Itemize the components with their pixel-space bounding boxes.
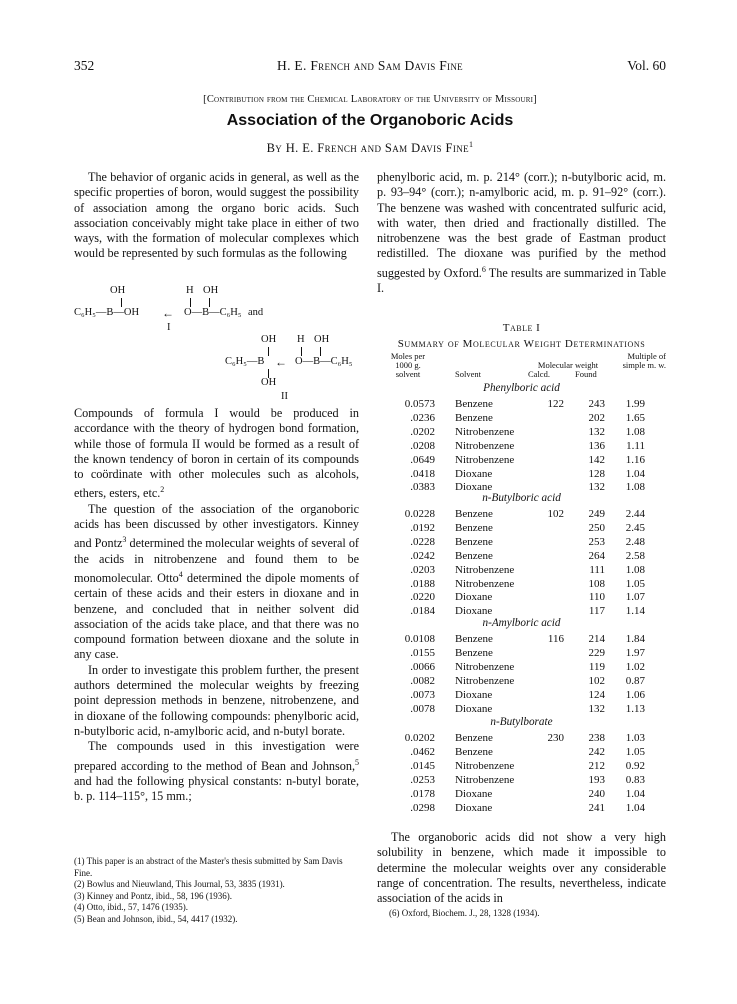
cell-moles: .0383 (410, 481, 435, 494)
cell-solvent: Benzene (455, 411, 493, 424)
cell-solvent: Dioxane (455, 467, 493, 480)
cell-found: 117 (588, 605, 605, 618)
cell-moles: .0462 (410, 745, 435, 758)
formula-ii-oh-bottom: OH (261, 377, 277, 388)
footnote-3: (3) Kinney and Pontz, ibid., 58, 196 (1936). (74, 890, 232, 901)
cell-moles: .0188 (410, 577, 435, 590)
cell-found: 212 (588, 759, 605, 772)
cell-calcd: 116 (547, 633, 564, 645)
right-footnote (389, 908, 666, 920)
table-row (377, 760, 666, 774)
cell-solvent: Nitrobenzene (455, 453, 515, 466)
cell-moles: .0155 (410, 646, 435, 659)
left-column-intro (74, 170, 359, 262)
cell-solvent: Dioxane (455, 702, 493, 715)
cell-found: 202 (588, 411, 605, 424)
cell-solvent: Nitrobenzene (455, 577, 515, 590)
cell-moles: .0253 (410, 773, 435, 786)
cell-found: 240 (588, 787, 605, 800)
footnote-5: (5) Bean and Johnson, ibid., 54, 4417 (1932). (74, 913, 238, 924)
paragraph-investigation: In order to investigate this problem further, the present authors determined the molecular weights by freezing point depression methods in benzene, nitrobenzene, and in dioxane of the following compounds: phenylboric acid, n-butylboric acid, n-amylboric acid, and n-butyl borate. (74, 662, 359, 738)
cell-moles: .0208 (410, 439, 435, 452)
table-row (377, 675, 666, 689)
footnote-ref-4: 4 (178, 569, 183, 579)
header-found: Found (575, 369, 597, 379)
cell-moles: .0066 (410, 660, 435, 673)
table-row (377, 633, 666, 647)
cell-moles: 0.0573 (404, 398, 435, 410)
cell-solvent: Nitrobenzene (455, 660, 515, 673)
table-row (377, 440, 666, 454)
cell-multiple: 1.04 (625, 787, 645, 800)
cell-multiple: 1.97 (625, 646, 645, 659)
cell-multiple: 1.07 (625, 591, 645, 604)
header-solvent: Solvent (455, 369, 481, 379)
cell-solvent: Dioxane (455, 787, 493, 800)
paragraph-intro: The behavior of organic acids in general, as well as the specific properties of boron, would suggest the possibility of association among the organo boric acids. Such association conceivably might take place in either of two ways, with the formation of molecular complexes which would be represented by such formulas as the following (74, 170, 359, 261)
table-group-heading: Phenylboric acid (483, 382, 560, 394)
table-row (377, 468, 666, 482)
cell-solvent: Dioxane (455, 481, 493, 494)
table-group-heading: n-Butylboric acid (482, 492, 561, 504)
cell-found: 242 (588, 745, 605, 758)
cell-found: 110 (588, 591, 605, 604)
cell-multiple: 2.44 (625, 508, 645, 520)
formula-i-bond-1 (121, 298, 122, 307)
formula-i-left: C₆H₅—B—OH (74, 307, 140, 318)
cell-found: 124 (588, 688, 605, 701)
cell-found: 238 (588, 732, 605, 744)
header-calcd: Calcd. (528, 369, 550, 379)
cell-multiple: 1.05 (625, 577, 645, 590)
paragraph-solubility: The organoboric acids did not show a very high solubility in benzene, which made it impossible to determine the molecular weights over any considerable range of concentration. The results, nevertheless, indicate association of the acids in (377, 830, 666, 906)
table-row (377, 774, 666, 788)
byline (74, 140, 666, 156)
cell-solvent: Benzene (455, 745, 493, 758)
cell-multiple: 1.65 (625, 411, 645, 424)
cell-found: 250 (588, 521, 605, 534)
cell-found: 142 (588, 453, 605, 466)
formula-ii-oh2-top: OH (314, 334, 330, 345)
table-group-heading: n-Amylboric acid (482, 617, 561, 629)
table-row (377, 732, 666, 746)
footnote-ref-2: 2 (160, 485, 165, 495)
cell-moles: 0.0202 (404, 732, 435, 744)
formula-i-bond-3 (209, 298, 210, 307)
cell-solvent: Nitrobenzene (455, 773, 515, 786)
cell-found: 241 (588, 801, 605, 814)
cell-solvent: Dioxane (455, 801, 493, 814)
cell-found: 253 (588, 535, 605, 548)
cell-moles: .0082 (410, 674, 435, 687)
cell-calcd: 230 (547, 732, 564, 744)
table-row (377, 426, 666, 440)
cell-moles: .0178 (410, 787, 435, 800)
table-row (377, 703, 666, 717)
cell-solvent: Benzene (455, 521, 493, 534)
cell-multiple: 1.14 (625, 605, 645, 618)
cell-solvent: Benzene (455, 535, 493, 548)
cell-multiple: 1.03 (625, 732, 645, 744)
cell-solvent: Benzene (455, 508, 493, 520)
cell-found: 229 (588, 646, 605, 659)
paragraph-constants: phenylboric acid, m. p. 214° (corr.); n-butylboric acid, m. p. 93–94° (corr.); n-amylboric acid, m. p. 91–92° (corr.). The benzene was washed with concentrated sulfuric acid, with water, then dried and fractionally distilled. The nitrobenzene was the best grade of Eastman product redistilled. The dioxane was purified by the method suggested by Oxford.$^6$ The results are summarized in Table I. (377, 170, 667, 296)
cell-moles: 0.0108 (404, 633, 435, 645)
formula-i-oh-top: OH (110, 285, 126, 296)
cell-solvent: Nitrobenzene (455, 425, 515, 438)
cell-solvent: Nitrobenzene (455, 674, 515, 687)
cell-solvent: Benzene (455, 398, 493, 410)
formula-i-arrow: ← (162, 306, 174, 320)
cell-solvent: Benzene (455, 732, 493, 744)
formula-i-h-top: H (186, 285, 194, 296)
cell-multiple: 2.58 (625, 549, 645, 562)
cell-found: 193 (588, 773, 605, 786)
cell-moles: 0.0228 (404, 508, 435, 520)
formula-ii-oh-top: OH (261, 334, 277, 345)
footnote-ref-6: 6 (481, 264, 486, 274)
cell-solvent: Dioxane (455, 688, 493, 701)
cell-calcd: 102 (547, 508, 564, 520)
formula-ii-left: C₆H₅—B (225, 356, 265, 367)
table-row (377, 661, 666, 675)
table-row (377, 508, 666, 522)
cell-moles: .0184 (410, 605, 435, 618)
cell-moles: .0073 (410, 688, 435, 701)
formula-i-label: I (167, 322, 171, 333)
cell-multiple: 1.84 (625, 633, 645, 645)
header-molecular-weight: Molecular weight (537, 360, 599, 370)
page-number: 352 (74, 58, 95, 73)
formula-i-and: and (248, 307, 264, 318)
cell-multiple: 1.99 (625, 398, 645, 410)
cell-moles: .0298 (410, 801, 435, 814)
formula-ii-label: II (281, 391, 288, 402)
table-row (377, 802, 666, 816)
table-row (377, 591, 666, 605)
footnote-4: (4) Otto, ibid., 57, 1476 (1935). (74, 902, 188, 912)
cell-solvent: Nitrobenzene (455, 439, 515, 452)
cell-moles: .0236 (410, 411, 435, 424)
table-title: Table I (502, 322, 541, 334)
formula-ii-right: O—B—C₆H₅ (295, 356, 353, 367)
cell-solvent: Benzene (455, 549, 493, 562)
right-column-top (377, 170, 666, 296)
cell-multiple: 1.13 (625, 702, 645, 715)
cell-multiple: 1.04 (625, 801, 645, 814)
cell-solvent: Benzene (455, 633, 493, 645)
paragraph-compounds: Compounds of formula I would be produced in accordance with the theory of hydrogen bond formation, while those of formula II would be formed as a result of the known tendency of boron in certain of its compounds to coördinate with other molecules such as alcohols, ethers, esters, etc.$^2$ (74, 406, 359, 501)
formula-ii-bond-1 (268, 347, 269, 356)
cell-found: 119 (588, 660, 605, 673)
cell-multiple: 2.48 (625, 535, 645, 548)
cell-moles: .0192 (410, 521, 435, 534)
cell-found: 128 (588, 467, 605, 480)
table-row (377, 788, 666, 802)
header-moles: Moles per 1000 g. solvent (390, 351, 426, 379)
cell-multiple: 1.16 (625, 453, 645, 466)
cell-multiple: 0.92 (625, 759, 645, 772)
cell-multiple: 2.45 (625, 521, 645, 534)
left-footnotes (74, 856, 359, 925)
footnote-ref-5: 5 (355, 757, 359, 767)
cell-found: 249 (588, 508, 605, 520)
table-row (377, 550, 666, 564)
cell-multiple: 1.04 (625, 467, 645, 480)
table-row (377, 398, 666, 412)
cell-moles: .0078 (410, 702, 435, 715)
formula-i-oh2-top: OH (203, 285, 219, 296)
formula-i-right: O—B—C₆H₅ (184, 307, 242, 318)
right-column-bottom (377, 830, 666, 906)
table-row (377, 689, 666, 703)
cell-solvent: Nitrobenzene (455, 563, 515, 576)
volume-label: Vol. 60 (627, 58, 666, 73)
footnote-1: (1) This paper is an abstract of the Master's thesis submitted by Sam Davis Fine. (74, 856, 343, 878)
paragraph-question: The question of the association of the organoboric acids has been discussed by other investigators. Kinney and Pontz$^3$ determined the molecular weights of several of the acids in nitrobenzene and found them to be monomolecular. Otto$^4$ determined the dipole moments of certain of these acids and their esters in dioxane and in benzene, and concluded that in neither solvent did association of the acids take place, and that there was no compound formation between dioxane and the solute in any case. (74, 501, 360, 662)
running-title: H. E. French and Sam Davis Fine (277, 58, 463, 73)
cell-found: 132 (588, 702, 605, 715)
footnote-ref-3: 3 (122, 535, 127, 545)
formula-ii-bond-2 (301, 347, 302, 356)
cell-found: 132 (588, 425, 605, 438)
cell-solvent: Dioxane (455, 591, 493, 604)
cell-multiple: 1.08 (625, 425, 645, 438)
cell-found: 243 (588, 398, 605, 410)
formula-i-bond-2 (190, 298, 191, 307)
cell-multiple: 1.02 (625, 660, 645, 673)
cell-multiple: 0.83 (625, 773, 645, 786)
table-caption: Summary of Molecular Weight Determinations (397, 338, 646, 350)
byline-text: By H. E. French and Sam Davis Fine (266, 141, 470, 155)
cell-solvent: Benzene (455, 646, 493, 659)
footnote-2: (2) Bowlus and Nieuwland, This Journal, 53, 3835 (1931). (74, 879, 285, 889)
cell-found: 132 (588, 481, 605, 494)
table-row (377, 578, 666, 592)
cell-found: 102 (588, 674, 605, 687)
cell-multiple: 1.08 (625, 563, 645, 576)
cell-moles: .0202 (410, 425, 435, 438)
cell-found: 108 (588, 577, 605, 590)
table-row (377, 454, 666, 468)
cell-found: 264 (588, 549, 605, 562)
cell-multiple: 1.05 (625, 745, 645, 758)
byline-footnote-ref: 1 (469, 140, 474, 149)
cell-moles: .0418 (410, 467, 435, 480)
cell-found: 111 (589, 563, 605, 576)
table-row (377, 564, 666, 578)
cell-found: 136 (588, 439, 605, 452)
cell-moles: .0220 (410, 591, 435, 604)
footnote-6: (6) Oxford, Biochem. J., 28, 1328 (1934). (389, 908, 540, 918)
table-row (377, 746, 666, 760)
table-group-heading: n-Butylborate (490, 716, 553, 728)
cell-moles: .0203 (410, 563, 435, 576)
table-row (377, 522, 666, 536)
table-row (377, 647, 666, 661)
formula-ii-arrow: ← (275, 355, 287, 369)
formula-ii-bond-3 (320, 347, 321, 356)
running-header (74, 58, 666, 76)
contribution-line: [Contribution from the Chemical Laboratory of the University of Missouri] (203, 94, 537, 105)
cell-multiple: 1.06 (625, 688, 645, 701)
cell-moles: .0145 (410, 759, 435, 772)
left-column-body (74, 406, 359, 804)
paragraph-preparation: The compounds used in this investigation were prepared according to the method of Bean and Johnson,$^5$ and had the following physical constants: n-butyl borate, b. p. 114–115°, 15 mm.; (74, 739, 359, 804)
header-multiple: Multiple of simple m. w. (622, 351, 666, 370)
cell-solvent: Dioxane (455, 605, 493, 618)
formula-ii-h-top: H (297, 334, 305, 345)
table-row (377, 536, 666, 550)
cell-multiple: 0.87 (625, 674, 645, 687)
cell-calcd: 122 (547, 398, 564, 410)
formula-i (74, 285, 359, 337)
cell-found: 214 (588, 633, 605, 645)
cell-multiple: 1.11 (626, 439, 645, 452)
cell-moles: .0228 (410, 535, 435, 548)
article-title: Association of the Organoboric Acids (226, 112, 514, 129)
cell-moles: .0649 (410, 453, 435, 466)
cell-moles: .0242 (410, 549, 435, 562)
cell-multiple: 1.08 (625, 481, 645, 494)
cell-solvent: Nitrobenzene (455, 759, 515, 772)
formula-ii (74, 334, 359, 404)
table-row (377, 412, 666, 426)
